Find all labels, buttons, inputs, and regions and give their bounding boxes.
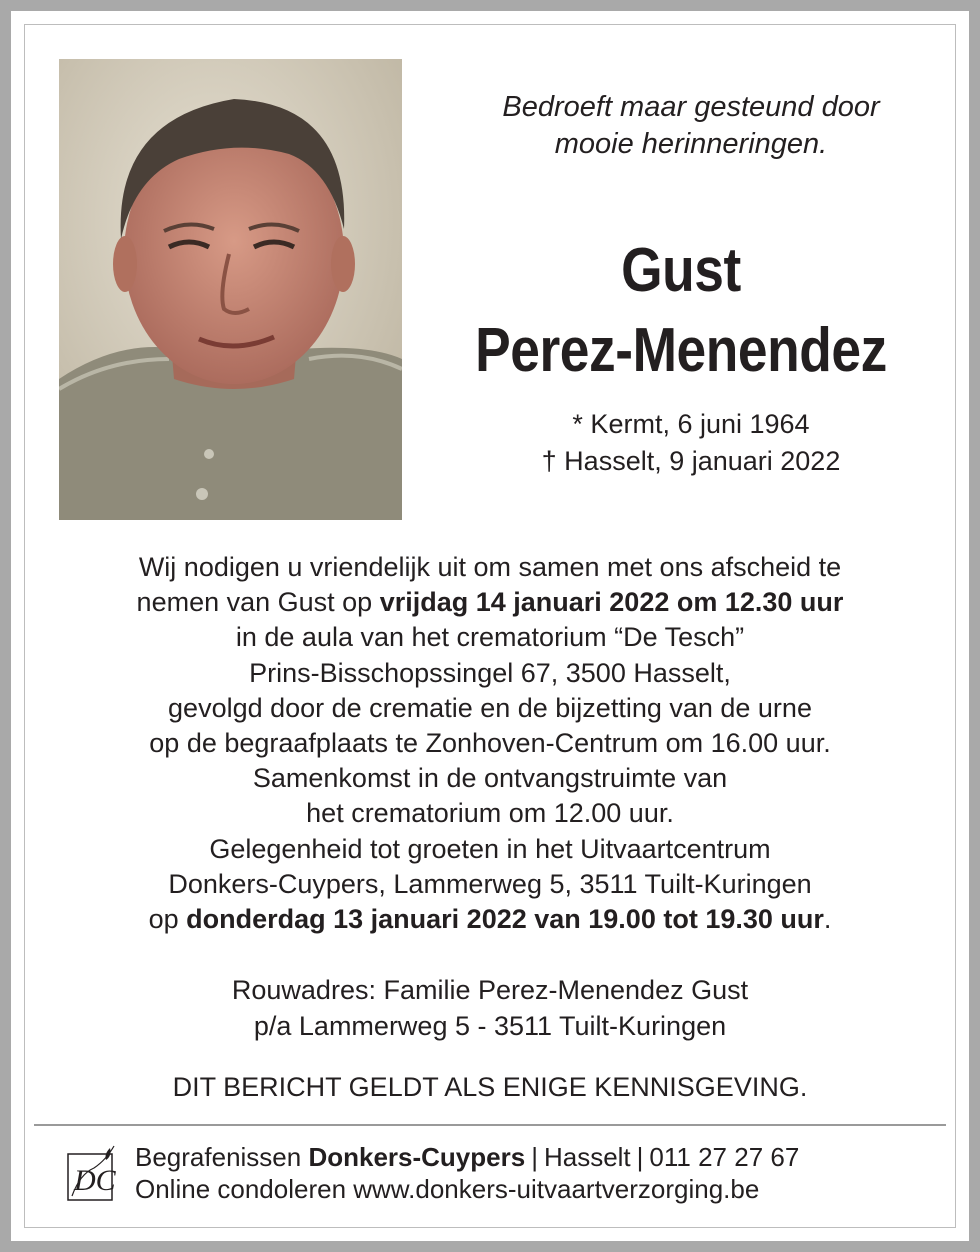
life-dates (441, 406, 941, 480)
invitation-line (51, 585, 929, 620)
funeral-home-name: Donkers-Cuypers (308, 1142, 526, 1172)
invitation-text-span: op (148, 904, 187, 935)
invitation-line: Samenkomst in de ontvangstruimte van (252, 763, 728, 794)
invitation-text-span: nemen van Gust op (136, 587, 380, 618)
invitation-line: op de begraafplaats te Zonhoven-Centrum om 16.00 uur. (149, 728, 831, 759)
address-line-2: p/a Lammerweg 5 - 3511 Tuilt-Kuringen (253, 1010, 727, 1041)
invitation-text-span: . (823, 904, 832, 935)
funeral-home-logo (66, 1144, 118, 1204)
separator: | (531, 1142, 538, 1172)
separator: | (636, 1142, 644, 1172)
logo-letters: DC (74, 1164, 116, 1197)
last-name: Perez-Menendez (475, 316, 887, 385)
footer-line-1 (135, 1141, 935, 1173)
invitation-line: Donkers-Cuypers, Lammerweg 5, 3511 Tuilt-Kuringen (168, 868, 812, 899)
invitation-line: in de aula van het crematorium “De Tesch” (235, 622, 745, 653)
footer-prefix: Begrafenissen (135, 1142, 309, 1172)
footer-phone: 011 27 27 67 (649, 1142, 800, 1172)
ceremony-datetime: vrijdag 14 januari 2022 om 12.30 uur (379, 587, 844, 618)
notice-text: DIT BERICHT GELDT ALS ENIGE KENNISGEVING. (172, 1072, 808, 1102)
invitation-line: gevolgd door de crematie en de bijzetting van de urne (168, 692, 812, 723)
invitation-line: Wij nodigen u vriendelijk uit om samen met ons afscheid te (138, 552, 842, 582)
memorial-quote (441, 89, 941, 163)
invitation-text (51, 550, 929, 937)
footer-line-2: Online condoleren www.donkers-uitvaartverzorging.be (135, 1174, 760, 1204)
invitation-line: het crematorium om 12.00 uur. (306, 798, 674, 829)
death-date: † Hasselt, 9 januari 2022 (541, 446, 841, 476)
address-line-1: Rouwadres: Familie Perez-Menendez Gust (231, 975, 749, 1005)
funeral-home-footer (135, 1141, 935, 1205)
invitation-line (51, 902, 929, 937)
quote-line-1: Bedroeft maar gesteund door (502, 91, 880, 123)
footer-city: Hasselt (543, 1142, 631, 1172)
portrait-photo (59, 59, 402, 520)
first-name: Gust (621, 236, 741, 305)
portrait-illustration (59, 59, 402, 520)
invitation-line: Prins-Bisschopssingel 67, 3500 Hasselt, (249, 657, 731, 688)
visitation-datetime: donderdag 13 januari 2022 van 19.00 tot 19.30 uur (186, 904, 824, 935)
quote-line-2: mooie herinneringen. (554, 128, 828, 160)
birth-date: * Kermt, 6 juni 1964 (572, 409, 810, 439)
footer-divider (34, 1124, 946, 1126)
invitation-line: Gelegenheid tot groeten in het Uitvaartcentrum (209, 833, 771, 864)
obituary-card (11, 11, 969, 1241)
deceased-name (457, 231, 904, 391)
mourning-address (51, 973, 929, 1044)
